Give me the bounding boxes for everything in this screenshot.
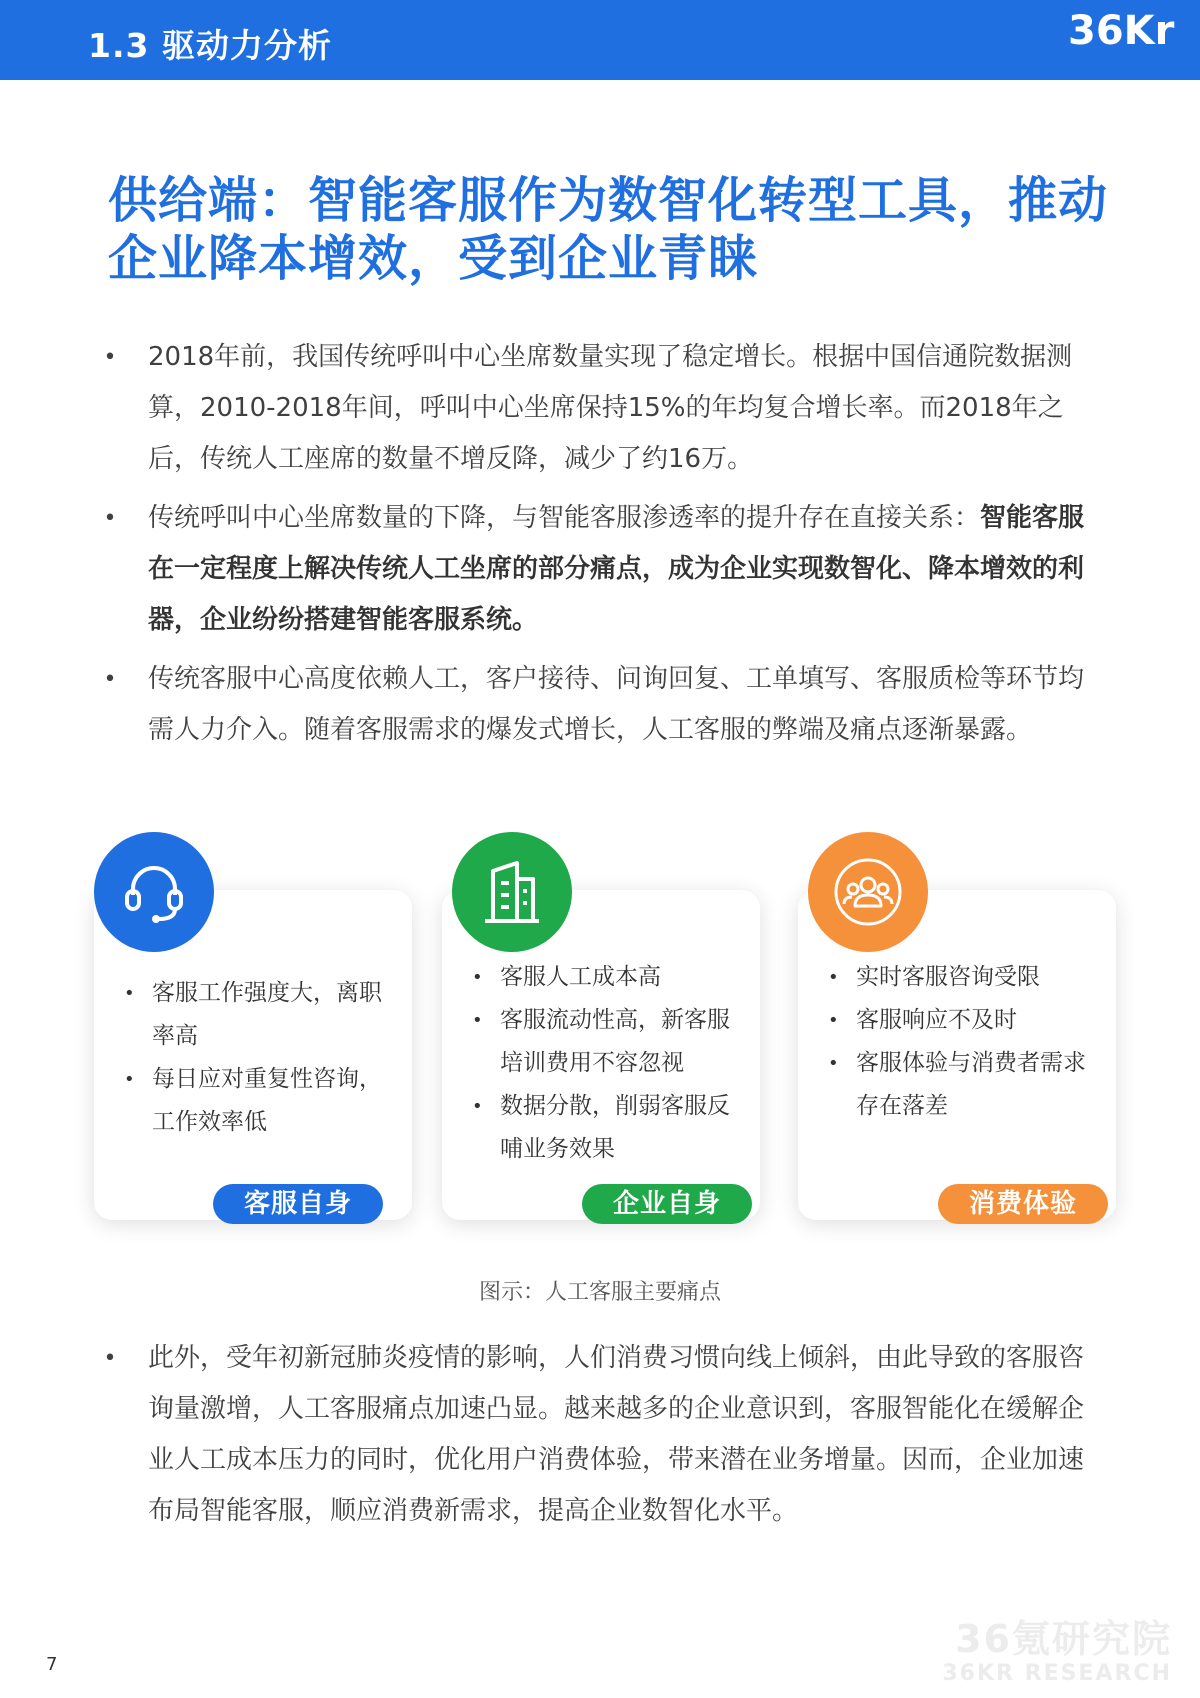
card-bullet: • xyxy=(472,967,483,988)
card-list-item xyxy=(472,1085,750,1171)
bullet-item xyxy=(100,1333,1100,1537)
bullet-list-bottom xyxy=(100,1333,1100,1545)
users-icon xyxy=(808,832,928,952)
headline-line-1: 供给端：智能客服作为数智化转型工具，推动 xyxy=(108,172,1109,229)
label-pill-enterprise: 企业自身 xyxy=(582,1184,752,1224)
card-item-text: 客服流动性高，新客服培训费用不容忽视 xyxy=(500,1007,730,1076)
section-title: 1.3 驱动力分析 xyxy=(88,26,332,65)
logo-text: 36Kr xyxy=(1068,8,1175,54)
bullet-text: 传统客服中心高度依赖人工，客户接待、问询回复、工单填写、客服质检等环节均需人力介入。随着客服需求的爆发式增长，人工客服的弊端及痛点逐渐暴露。 xyxy=(148,664,1085,745)
card-item-text: 客服人工成本高 xyxy=(500,964,661,990)
36kr-logo xyxy=(1030,0,1200,80)
card-list-item xyxy=(124,1058,402,1144)
card-bullet: • xyxy=(828,1053,839,1074)
card-bullet: • xyxy=(472,1096,483,1117)
bullet-list-top xyxy=(100,332,1100,764)
card-list-item xyxy=(828,956,1106,999)
card-item-text: 客服响应不及时 xyxy=(856,1007,1017,1033)
card-item-text: 客服工作强度大，离职率高 xyxy=(152,980,382,1049)
headset-icon xyxy=(94,832,214,952)
card-bullet: • xyxy=(124,983,135,1004)
card-item-text: 每日应对重复性咨询，工作效率低 xyxy=(152,1066,382,1135)
card-item-text: 数据分散，削弱客服反哺业务效果 xyxy=(500,1093,730,1162)
card-list-item xyxy=(828,999,1106,1042)
card-list xyxy=(828,956,1106,1128)
label-pill-consumer: 消费体验 xyxy=(938,1184,1108,1224)
card-item-text: 实时客服咨询受限 xyxy=(856,964,1040,990)
bullet-dot: • xyxy=(103,345,117,370)
bullet-text: 传统呼叫中心坐席数量的下降，与智能客服渗透率的提升存在直接关系： xyxy=(148,503,981,533)
bullet-dot: • xyxy=(103,506,117,531)
card-list-item xyxy=(828,1042,1106,1128)
watermark xyxy=(942,1608,1172,1686)
headline-line-2: 企业降本增效，受到企业青睐 xyxy=(108,230,759,287)
page-number: 7 xyxy=(46,1654,58,1675)
bullet-dot: • xyxy=(103,1346,117,1371)
watermark-en: 36KR RESEARCH xyxy=(942,1661,1172,1686)
card-bullet: • xyxy=(472,1010,483,1031)
header-bar xyxy=(0,0,1200,80)
bullet-text-bold: 智能客服在一定程度上解决传统人工坐席的部分痛点，成为企业实现数智化、降本增效的利器，企业纷纷搭建智能客服系统。 xyxy=(148,503,1085,635)
page-headline xyxy=(108,172,1108,288)
watermark-cn: 36氪研究院 xyxy=(955,1617,1172,1661)
card-list-item xyxy=(124,972,402,1058)
card-bullet: • xyxy=(828,1010,839,1031)
bullet-item xyxy=(100,654,1100,756)
bullet-dot: • xyxy=(103,667,117,692)
card-bullet: • xyxy=(828,967,839,988)
card-list-item xyxy=(472,999,750,1085)
card-bullet: • xyxy=(124,1069,135,1090)
building-icon xyxy=(452,832,572,952)
card-list-item xyxy=(472,956,750,999)
bullet-item xyxy=(100,493,1100,646)
bullet-text: 2018年前，我国传统呼叫中心坐席数量实现了稳定增长。根据中国信通院数据测算，2010-2018年间，呼叫中心坐席保持15%的年均复合增长率。而2018年之后，传统人工座席的数量不增反降，减少了约16万。 xyxy=(148,342,1073,474)
bullet-item xyxy=(100,332,1100,485)
label-pill-staff: 客服自身 xyxy=(213,1184,383,1224)
figure-caption: 图示：人工客服主要痛点 xyxy=(478,1280,721,1305)
card-item-text: 客服体验与消费者需求存在落差 xyxy=(856,1050,1086,1119)
card-list xyxy=(124,972,402,1144)
card-list xyxy=(472,956,750,1171)
bullet-text: 此外，受年初新冠肺炎疫情的影响，人们消费习惯向线上倾斜，由此导致的客服咨询量激增，人工客服痛点加速凸显。越来越多的企业意识到，客服智能化在缓解企业人工成本压力的同时，优化用户消费体验，带来潜在业务增量。因而，企业加速布局智能客服，顺应消费新需求，提高企业数智化水平。 xyxy=(148,1343,1085,1526)
